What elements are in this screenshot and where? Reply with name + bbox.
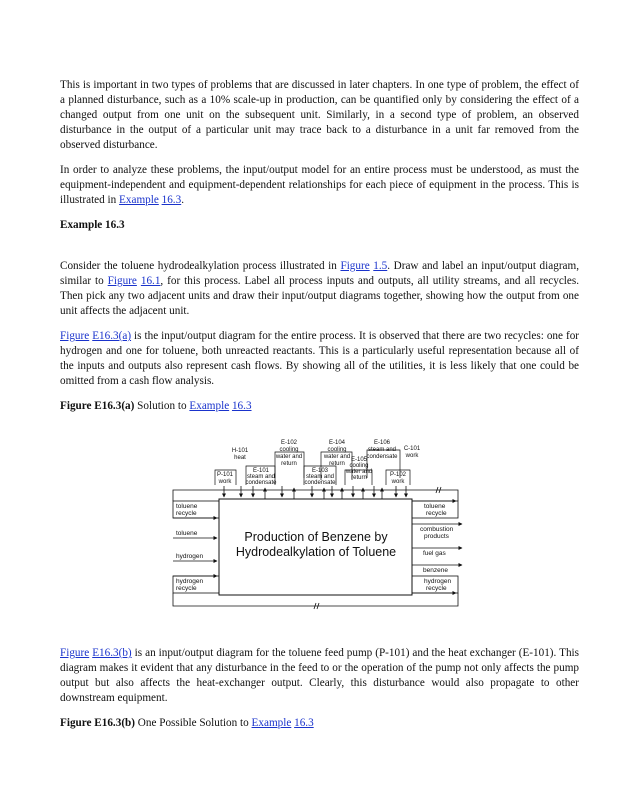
left-label-toluene-recycle: toluene recycle bbox=[176, 503, 198, 517]
figure-number-link[interactable]: 16.1 bbox=[140, 275, 161, 287]
utility-label-e101: E-101 steam and condensate bbox=[245, 468, 277, 486]
right-label-toluene-recycle: toluene recycle bbox=[424, 503, 447, 517]
figure-b-caption bbox=[60, 716, 579, 731]
text-span: One Possible Solution to bbox=[135, 717, 252, 729]
example-number-link[interactable]: 16.3 bbox=[294, 717, 314, 729]
right-labels bbox=[420, 503, 454, 592]
figure-label: Figure E16.3(a) bbox=[60, 400, 135, 412]
utility-labels bbox=[217, 440, 421, 486]
figure-link[interactable]: Figure bbox=[60, 647, 90, 659]
process-title-line-2: Hydrodealkylation of Toluene bbox=[235, 545, 397, 559]
paragraph-figure-b-description bbox=[60, 646, 579, 706]
right-label-fuel-gas: fuel gas bbox=[423, 550, 446, 557]
paragraph-figure-a-description bbox=[60, 329, 579, 389]
utility-label-p101: P-101 work bbox=[216, 472, 234, 485]
text-span: Consider the toluene hydrodealkylation process illustrated in bbox=[60, 260, 341, 272]
figure-number-link[interactable]: E16.3(b) bbox=[92, 647, 132, 659]
example-heading: Example 16.3 bbox=[60, 219, 125, 231]
text-span: . Draw and label an input/output diagram, similar to bbox=[60, 260, 580, 287]
text-span: is the input/output diagram for the entire process. It is observed that there are two recycles: one for hydrogen and one for toluene, both unreacted reactants. This is a particularly useful representation because all of the inputs and outputs also represent cash flows. By showing all of the utilities, it is less likely that one could be omitted from a cash flow analysis. bbox=[60, 330, 580, 387]
utility-label-e102: E-102 cooling water and return bbox=[275, 440, 303, 467]
example-link[interactable]: Example bbox=[251, 717, 292, 729]
utility-label-c101: C-101 work bbox=[403, 446, 421, 459]
text-span: is an input/output diagram for the toluene feed pump (P-101) and the heat exchanger (E-101). This diagram makes it evident that any disturbance in the feed to or the operation of the pump not only affects the pump output but also affects the heat-exchanger output. Clearly, this disturbance would also propagate to other downstream equipment. bbox=[60, 647, 579, 704]
utility-label-h101: H-101 heat bbox=[231, 448, 249, 461]
left-label-hydrogen: hydrogen bbox=[176, 553, 204, 560]
left-labels bbox=[176, 503, 203, 592]
right-label-hydrogen-recycle: hydrogen recycle bbox=[424, 578, 452, 592]
figure-link[interactable]: Figure bbox=[340, 260, 370, 272]
paragraph-consider bbox=[60, 259, 579, 319]
figure-a-caption bbox=[60, 399, 579, 414]
text-span: In order to analyze these problems, the input/output model for an entire process must be understood, as must the equipment-independent and equipment-dependent relationships for each piece of equipment in the process. This is illustrated in bbox=[60, 164, 579, 206]
figure-link[interactable]: Figure bbox=[60, 330, 90, 342]
example-link[interactable]: Example bbox=[189, 400, 230, 412]
example-link[interactable]: Example bbox=[119, 194, 159, 206]
text-span: , for this process. Label all process inputs and outputs, all utility streams, and all recycles. Then pick any two adjacent units and draw their input/output diagrams together, showing how the output from one unit affects the adjacent unit. bbox=[60, 275, 580, 317]
right-label-combustion-products: combustion products bbox=[420, 526, 454, 540]
figure-label: Figure E16.3(b) bbox=[60, 717, 135, 729]
left-label-hydrogen-recycle: hydrogen recycle bbox=[176, 578, 204, 592]
text-span: . bbox=[181, 194, 184, 206]
example-number-link[interactable]: 16.3 bbox=[161, 194, 182, 206]
document-page bbox=[60, 78, 579, 745]
figure-link[interactable]: Figure bbox=[107, 275, 137, 287]
figure-number-link[interactable]: E16.3(a) bbox=[92, 330, 132, 342]
paragraph-problems: This is important in two types of problems that are discussed in later chapters. In one type of problem, the effect of a planned disturbance, such as a 10% scale-up in production, can be quantified only by considering the effect of a changed output from one unit on the subsequent unit. Similarly, in a second type of problem, an observed disturbance in the output of a particular unit may trace back to a disturbance in a unit far removed from the observed disturbance. bbox=[60, 79, 579, 151]
paragraph-analyze bbox=[60, 163, 579, 208]
input-output-diagram bbox=[60, 428, 579, 624]
example-number-link[interactable]: 16.3 bbox=[231, 400, 252, 412]
text-span: Solution to bbox=[134, 400, 190, 412]
utility-label-e103: E-103 steam and condensate bbox=[304, 468, 336, 486]
left-label-toluene: toluene bbox=[176, 530, 198, 537]
process-title-line-1: Production of Benzene by bbox=[244, 530, 388, 544]
right-label-benzene: benzene bbox=[423, 567, 448, 574]
figure-number-link[interactable]: 1.5 bbox=[373, 260, 388, 272]
utility-arrows bbox=[224, 486, 406, 499]
utility-label-e105: E-105 cooling water and return bbox=[345, 457, 373, 481]
utility-label-e106: E-106 steam and condensate bbox=[366, 440, 398, 460]
utility-label-p102: P-102 work bbox=[389, 472, 407, 485]
utility-label-e104: E-104 cooling water and return bbox=[323, 440, 351, 467]
